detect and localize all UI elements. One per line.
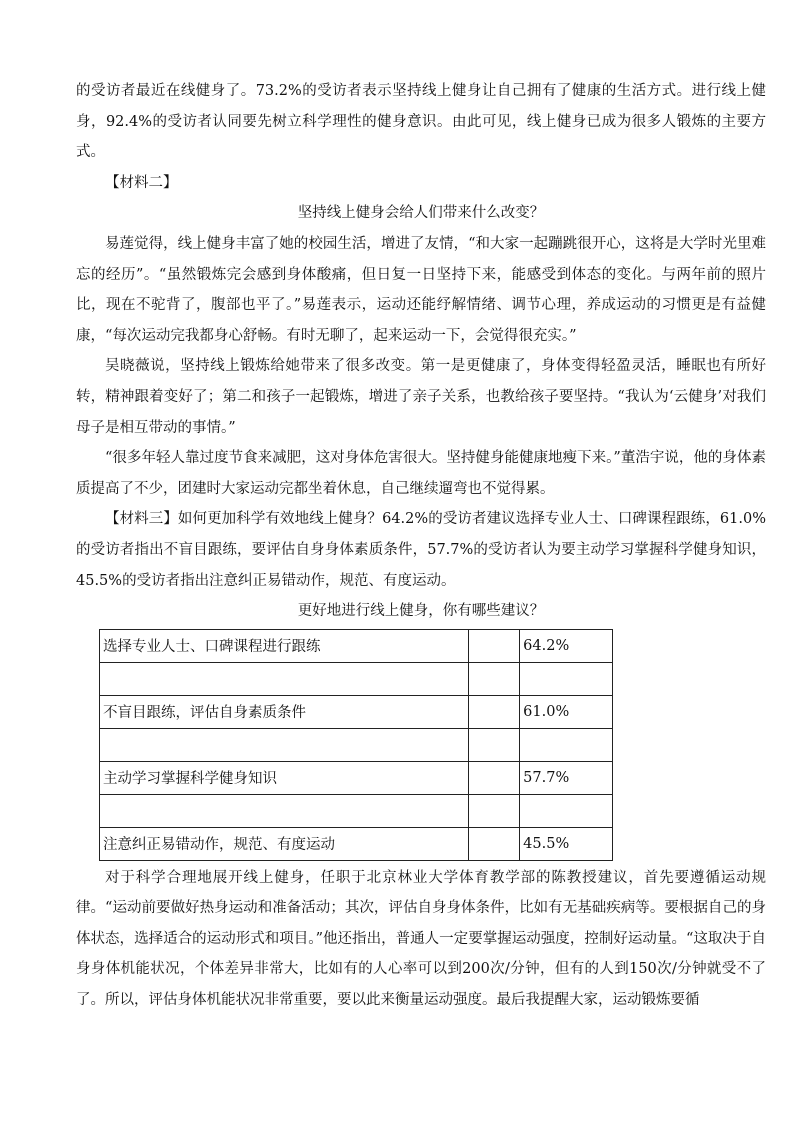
table-cell-empty bbox=[469, 794, 520, 827]
wuxiaowei-paragraph: 吴晓薇说，坚持线上锻炼给她带来了很多改变。第一是更健康了，身体变得轻盈灵活，睡眠也有所好转，精神跟着变好了；第二和孩子一起锻炼，增进了亲子关系，也教给孩子要坚持。“我认为‘云健身’对我们母子是相互带动的事情。” bbox=[76, 358, 766, 436]
yilian-paragraph: 易莲觉得，线上健身丰富了她的校园生活，增进了友情，“和大家一起蹦跳很开心，这将是大学时光里难忘的经历”。“虽然锻炼完会感到身体酸痛，但日复一日坚持下来，能感受到体态的变化。与两年前的照片比，现在不驼背了，腹部也平了。”易莲表示，运动还能纾解情绪、调节心理，养成运动的习惯更是有益健康，“每次运动完我都身心舒畅。有时无聊了，起来运动一下，会觉得很充实。” bbox=[76, 235, 766, 344]
table-cell-empty bbox=[469, 662, 520, 695]
table-cell-value: 57.7% bbox=[520, 761, 613, 794]
table-row bbox=[100, 662, 613, 695]
table-cell-value: 61.0% bbox=[520, 695, 613, 728]
material-two-heading: 【材料二】 bbox=[105, 174, 178, 191]
table-cell-value: 45.5% bbox=[520, 827, 613, 860]
table-cell-value bbox=[520, 728, 613, 761]
table-row bbox=[100, 761, 613, 794]
table-cell-label bbox=[100, 662, 469, 695]
intro-paragraph: 的受访者最近在线健身了。73.2%的受访者表示坚持线上健身让自己拥有了健康的生活方式。进行线上健身，92.4%的受访者认同要先树立科学理性的健身意识。由此可见，线上健身已成为很多人锻炼的主要方式。 bbox=[76, 83, 766, 161]
material-two-title: 坚持线上健身会给人们带来什么改变？ bbox=[297, 205, 545, 222]
table-cell-empty bbox=[469, 761, 520, 794]
table-cell-value bbox=[520, 662, 613, 695]
table-cell-empty bbox=[469, 695, 520, 728]
table-row bbox=[100, 794, 613, 827]
table-title: 更好地进行线上健身，你有哪些建议？ bbox=[297, 603, 545, 620]
table-cell-value: 64.2% bbox=[520, 629, 613, 662]
table-cell-value bbox=[520, 794, 613, 827]
table-cell-label: 注意纠正易错动作，规范、有度运动 bbox=[100, 827, 469, 860]
professor-advice-paragraph: 对于科学合理地展开线上健身，任职于北京林业大学体育教学部的陈教授建议，首先要遵循运动规律。“运动前要做好热身运动和准备活动；其次，评估自身身体条件，比如有无基础疾病等。要根据自己的身体状态，选择适合的运动形式和项目。”他还指出，普通人一定要掌握运动强度，控制好运动量。“这取决于自身身体机能状况，个体差异非常大，比如有的人心率可以到200次/分钟，但有的人到150次/分钟就受不了了。所以，评估身体机能状况非常重要，要以此来衡量运动强度。最后我提醒大家，运动锻炼要循 bbox=[76, 869, 766, 1009]
table-cell-empty bbox=[469, 728, 520, 761]
table-cell-empty bbox=[469, 827, 520, 860]
table-cell-label bbox=[100, 794, 469, 827]
material-three-paragraph: 【材料三】如何更加科学有效地线上健身？64.2%的受访者建议选择专业人士、口碑课程跟练，61.0%的受访者指出不盲目跟练，要评估自身身体素质条件，57.7%的受访者认为要主动学习掌握科学健身知识，45.5%的受访者指出注意纠正易错动作，规范、有度运动。 bbox=[76, 511, 766, 589]
donghaoyu-paragraph: “很多年轻人靠过度节食来减肥，这对身体危害很大。坚持健身能健康地瘦下来。”董浩宇说，他的身体素质提高了不少，团建时大家运动完都坐着休息，自己继续遛弯也不觉得累。 bbox=[76, 450, 766, 497]
document-page bbox=[76, 76, 766, 1016]
table-row bbox=[100, 827, 613, 860]
table-row bbox=[100, 728, 613, 761]
table-cell-label: 选择专业人士、口碑课程进行跟练 bbox=[100, 629, 469, 662]
table-row bbox=[100, 695, 613, 728]
table-cell-empty bbox=[469, 629, 520, 662]
table-cell-label: 不盲目跟练，评估自身素质条件 bbox=[100, 695, 469, 728]
table-cell-label bbox=[100, 728, 469, 761]
table-cell-label: 主动学习掌握科学健身知识 bbox=[100, 761, 469, 794]
table-row bbox=[100, 629, 613, 662]
suggestion-table bbox=[99, 629, 613, 861]
